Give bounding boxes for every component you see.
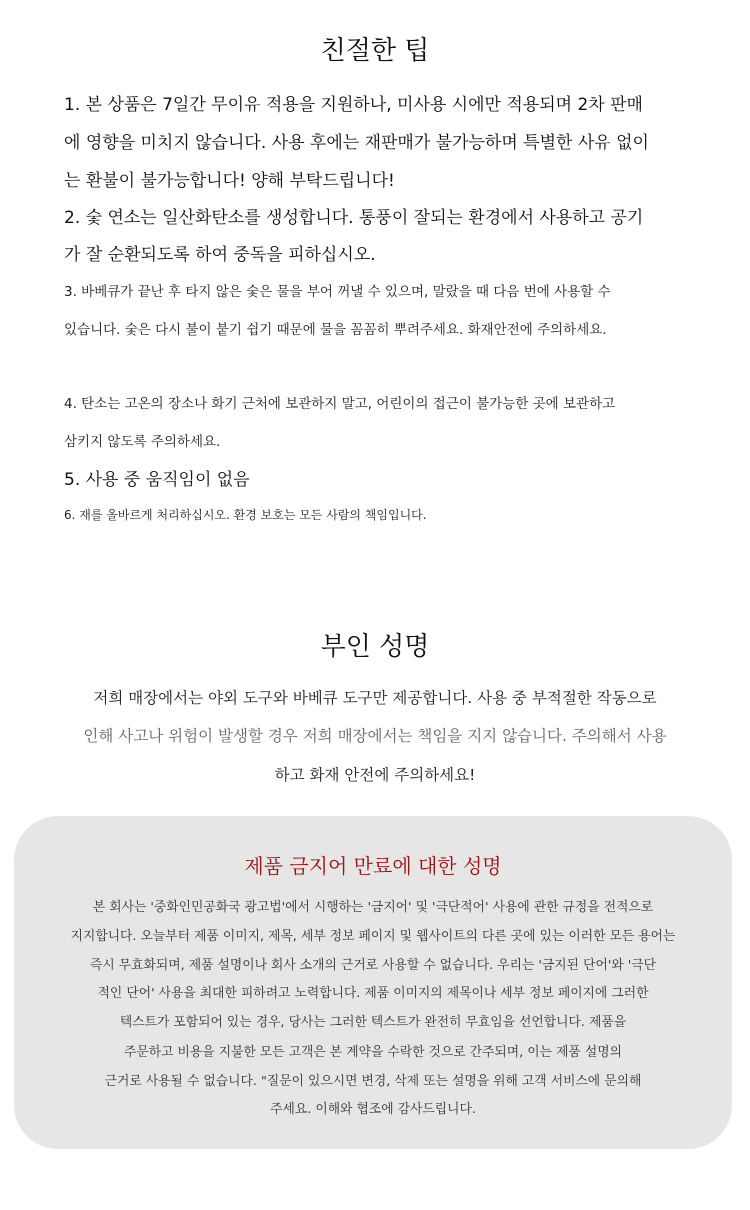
disclaimer-line-2: 인해 사고나 위험이 발생할 경우 저희 매장에서는 책임을 지지 않습니다. 주의해서 사용 (83, 727, 667, 745)
prohibited-words-notice-box (14, 816, 732, 1149)
tip-3-line-1: 3. 바베큐가 끝난 후 타지 않은 숯은 물을 부어 꺼낼 수 있으며, 말랐을 때 다음 번에 사용할 수 (64, 284, 611, 300)
notice-line-8: 주세요. 이해와 협조에 감사드립니다. (270, 1102, 476, 1117)
tip-2-line-2: 가 잘 순환되도록 하여 중독을 피하십시오. (64, 245, 376, 265)
notice-line-6: 주문하고 비용을 지불한 모든 고객은 본 계약을 수락한 것으로 간주되며, 이는 제품 설명의 (124, 1045, 622, 1060)
tips-title: 친절한 팁 (320, 36, 430, 66)
notice-line-5: 텍스트가 포함되어 있는 경우, 당사는 그러한 텍스트가 완전히 무효임을 선언합니다. 제품을 (119, 1015, 627, 1030)
tip-4-line-2: 삼키지 않도록 주의하세요. (64, 434, 221, 450)
tip-2-line-1: 2. 숯 연소는 일산화탄소를 생성합니다. 통풍이 잘되는 환경에서 사용하고 공기 (64, 208, 644, 228)
notice-line-7: 근거로 사용될 수 없습니다. "질문이 있으시면 변경, 삭제 또는 설명을 위해 고객 서비스에 문의해 (104, 1074, 642, 1089)
disclaimer-line-3: 하고 화재 안전에 주의하세요! (274, 766, 476, 784)
tip-1-line-3: 는 환불이 불가능합니다! 양해 부탁드립니다! (64, 171, 395, 191)
notice-line-2: 지지합니다. 오늘부터 제품 이미지, 제목, 세부 정보 페이지 및 웹사이트의 다른 곳에 있는 이러한 모든 용어는 (70, 929, 676, 944)
disclaimer-title: 부인 성명 (320, 632, 430, 662)
tip-1-line-2: 에 영향을 미치지 않습니다. 사용 후에는 재판매가 불가능하며 특별한 사유 없이 (64, 133, 649, 153)
tip-4-line-1: 4. 탄소는 고온의 장소나 화기 근처에 보관하지 말고, 어린이의 접근이 불가능한 곳에 보관하고 (64, 396, 616, 412)
tip-6: 6. 재를 올바르게 처리하십시오. 환경 보호는 모든 사람의 책임입니다. (64, 508, 427, 522)
notice-line-4: 적인 단어' 사용을 최대한 피하려고 노력합니다. 제품 이미지의 제목이나 세부 정보 페이지에 그러한 (97, 986, 649, 1001)
tip-5: 5. 사용 중 움직임이 없음 (64, 470, 250, 490)
notice-line-3: 즉시 무효화되며, 제품 설명이나 회사 소개의 근거로 사용할 수 없습니다. 우리는 '금지된 단어'와 '극단 (89, 958, 657, 973)
notice-line-1: 본 회사는 '중화인민공화국 광고법'에서 시행하는 '금지어' 및 '극단적어' 사용에 관한 규정을 전적으로 (92, 900, 654, 915)
tip-3-line-2: 있습니다. 숯은 다시 불이 붙기 쉽기 때문에 물을 꼼꼼히 뿌려주세요. 화재안전에 주의하세요. (64, 322, 607, 338)
disclaimer-line-1: 저희 매장에서는 야외 도구와 바베큐 도구만 제공합니다. 사용 중 부적절한 작동으로 (93, 689, 657, 707)
tip-1-line-1: 1. 본 상품은 7일간 무이유 적용을 지원하나, 미사용 시에만 적용되며 2차 판매 (64, 95, 643, 115)
notice-title: 제품 금지어 만료에 대한 성명 (244, 854, 502, 878)
